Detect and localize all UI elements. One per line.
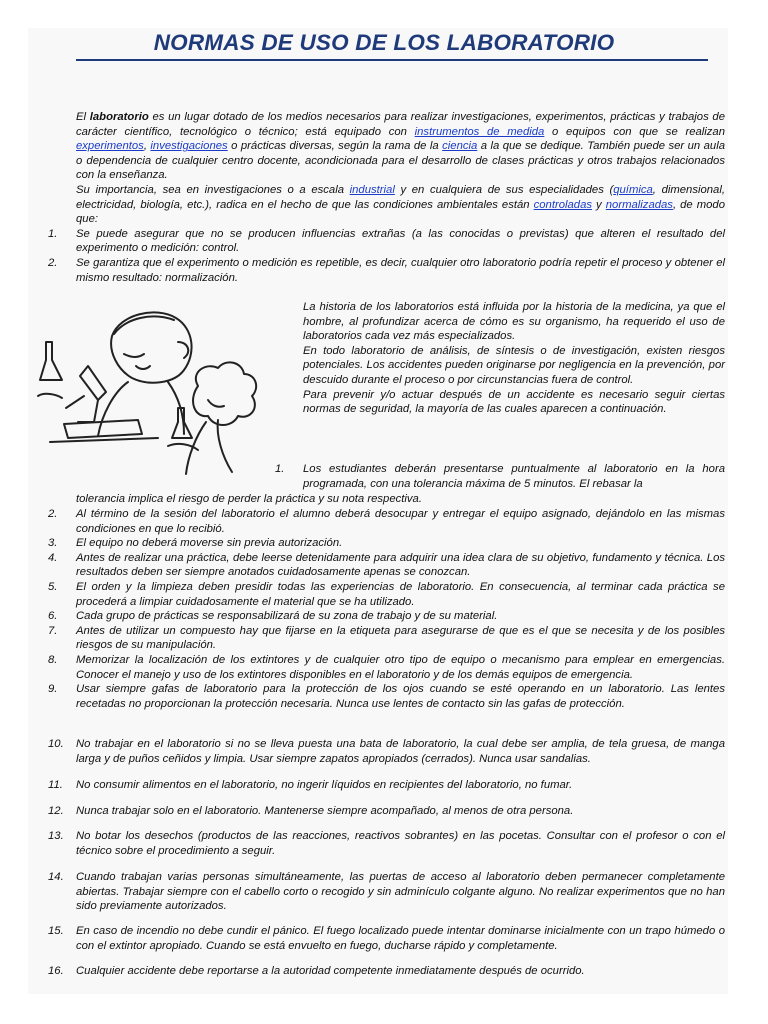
intro-text: y en cualquiera de sus especialidades ( xyxy=(394,183,614,196)
intro-text: o equipos con que se realizan xyxy=(544,125,726,138)
intro-text: o prácticas diversas, según la rama de la xyxy=(227,140,443,153)
list-item xyxy=(48,507,725,536)
list-number: 5. xyxy=(48,580,58,593)
list-item-text: En caso de incendio no debe cundir el pánico. El fuego localizado puede intentar dominarse inicialmente con un trapo húmedo o con el extintor apropiado. Cuando se está envuelto en fuego, ducharse rápido y completamente. xyxy=(76,925,725,952)
list-number: 1. xyxy=(275,463,285,475)
list-number: 14. xyxy=(48,871,64,883)
intro-text: , de modo que: xyxy=(76,198,725,226)
rule-1-first-lines xyxy=(275,462,725,491)
list-item xyxy=(48,829,725,858)
list-item xyxy=(275,462,725,491)
history-paragraph: Para prevenir y/o actuar después de un accidente es necesario seguir ciertas normas de seguridad, la mayoría de las cuales aparecen a continuación. xyxy=(303,388,725,416)
list-item xyxy=(48,580,725,609)
list-number: 2. xyxy=(48,256,58,269)
list-item-text: Usar siempre gafas de laboratorio para la protección de los ojos cuando se esté operando en un laboratorio. Las lentes recetadas no proporcionan la protección necesaria. Nunca use lentes de contacto sin las gafas de protección. xyxy=(76,683,725,710)
list-number: 4. xyxy=(48,551,58,564)
list-item xyxy=(48,551,725,580)
intro-list-item xyxy=(48,227,725,256)
intro-paragraph-1 xyxy=(76,110,725,183)
list-item-text: El orden y la limpieza deben presidir todas las experiencias de laboratorio. En consecuencia, al terminar cada práctica se procederá a limpiar cuidadosamente el material que se ha utilizado. xyxy=(76,580,725,608)
rule-10 xyxy=(48,737,725,766)
link-controladas[interactable]: controladas xyxy=(533,198,593,211)
rule-11 xyxy=(48,778,725,793)
link-industrial[interactable]: industrial xyxy=(349,183,395,196)
list-item xyxy=(48,737,725,766)
list-number: 16. xyxy=(48,965,64,977)
link-investigaciones[interactable]: investigaciones xyxy=(150,140,228,153)
intro-text: El xyxy=(76,111,90,123)
intro-text: Su importancia, sea en investigaciones o a escala xyxy=(76,183,350,196)
list-item xyxy=(48,536,725,551)
page-title: NORMAS DE USO DE LOS LABORATORIO xyxy=(153,30,615,55)
list-number: 12. xyxy=(48,805,64,817)
list-item-text: Cuando trabajan varias personas simultáneamente, las puertas de acceso al laboratorio deben permanecer completamente abiertas. Trabajar siempre con el cabello corto o recogido y sin adminículo colgante alguno. No realizar experimentos que no han sido previamente autorizados. xyxy=(76,871,725,913)
intro-paragraph-2 xyxy=(76,183,725,227)
list-item-text: No consumir alimentos en el laboratorio, no ingerir líquidos en recipientes del laboratorio, no fumar. xyxy=(76,779,573,791)
list-item xyxy=(48,964,725,979)
link-ciencia[interactable]: ciencia xyxy=(442,140,478,153)
intro-text: a la que se dedique. También puede ser un aula o dependencia de cualquier centro docente, acondicionada para el desarrollo de clases prácticas y otros trabajos relacionados con la enseñanza. xyxy=(76,140,725,182)
link-instrumentos-de-medida[interactable]: instrumentos de medida xyxy=(414,125,545,138)
list-number: 11. xyxy=(48,779,63,791)
list-number: 8. xyxy=(48,653,58,666)
list-item xyxy=(48,870,725,914)
list-item-text: No botar los desechos (productos de las reacciones, reactivos sobrantes) en las pocetas. Consultar con el profesor o con el técnico sobre el procedimiento a seguir. xyxy=(76,830,725,857)
scientists-microscope-illustration xyxy=(28,296,278,486)
list-number: 9. xyxy=(48,683,58,696)
rule-16 xyxy=(48,964,725,979)
list-item-text: Memorizar la localización de los extintores y de cualquier otro tipo de equipo o mecanismo para emplear en emergencias. Conocer el manejo y uso de los extintores disponibles en el laboratorio y de los demás equipos de emergencia. xyxy=(76,653,725,681)
list-number: 13. xyxy=(48,830,64,842)
history-paragraph: La historia de los laboratorios está influida por la historia de la medicina, ya que el hombre, al profundizar acerca de cómo es su organismo, ha requerido el uso de laboratorios cada vez más especializados. xyxy=(303,301,725,343)
list-item-text: Al término de la sesión del laboratorio el alumno deberá desocupar y entregar el equipo asignado, dejándolo en las mismas condiciones en que lo recibió. xyxy=(76,508,725,535)
laboratorio-term: laboratorio xyxy=(89,111,149,123)
rule-14 xyxy=(48,870,725,914)
intro-text: es un lugar dotado de los medios necesarios para realizar investigaciones, experimentos, prácticas y trabajos de carácter científico, tecnológico o técnico; está equipado con xyxy=(76,111,725,138)
list-item xyxy=(48,804,725,819)
list-item-text: Antes de realizar una práctica, debe leerse detenidamente para adquirir una idea clara de su objetivo, fundamento y técnica. Los resultados deben ser siempre anotados cuidadosamente apenas se conozcan. xyxy=(76,551,725,579)
list-number: 3. xyxy=(48,537,58,550)
list-number: 10. xyxy=(48,738,64,750)
intro-list-item xyxy=(48,256,725,285)
list-item xyxy=(48,924,725,953)
list-item xyxy=(48,609,725,624)
intro-section xyxy=(48,110,726,285)
list-item-text: El equipo no deberá moverse sin previa autorización. xyxy=(76,537,343,550)
list-item-text: Antes de utilizar un compuesto hay que fijarse en la etiqueta para asegurarse de que es el que se necesita y de los posibles riesgos de su manipulación. xyxy=(76,624,725,652)
rules-list xyxy=(48,507,725,711)
history-section xyxy=(303,300,725,417)
list-item xyxy=(48,778,725,793)
rule-12 xyxy=(48,804,725,819)
list-item xyxy=(48,682,725,711)
list-item-text: Nunca trabajar solo en el laboratorio. Mantenerse siempre acompañado, al menos de otra persona. xyxy=(76,805,574,817)
intro-text: , xyxy=(143,140,151,153)
list-number: 7. xyxy=(48,624,58,637)
list-number: 6. xyxy=(48,610,58,623)
list-item-text: Cualquier accidente debe reportarse a la autoridad competente inmediatamente después de ocurrido. xyxy=(76,965,585,977)
intro-text: y xyxy=(592,198,606,211)
rule-13 xyxy=(48,829,725,858)
history-paragraph: En todo laboratorio de análisis, de síntesis o de investigación, existen riesgos potenciales. Los accidentes pueden originarse por negligencia en la prevención, por descuido durante el proceso o por circunstancias fuera de control. xyxy=(303,344,725,386)
intro-text: , dimensional, electricidad, biología, etc.), radica en el hecho de que las condiciones ambientales están xyxy=(76,183,725,211)
list-number: 2. xyxy=(48,508,58,520)
list-number: 15. xyxy=(48,925,64,937)
rule-15 xyxy=(48,924,725,953)
list-item xyxy=(48,653,725,682)
title-underline xyxy=(76,59,708,61)
list-item-text: Cada grupo de prácticas se responsabilizará de su zona de trabajo y de su material. xyxy=(76,610,498,623)
list-item-text: Se puede asegurar que no se producen influencias extrañas (a las conocidas o previstas) que alteren el resultado del experimento o medición: control. xyxy=(76,227,725,255)
list-item-text: tolerancia implica el riesgo de perder la práctica y su nota respectiva. xyxy=(76,493,422,505)
list-item-text: Se garantiza que el experimento o medición es repetible, es decir, cualquier otro laboratorio podría repetir el proceso y obtener el mismo resultado: normalización. xyxy=(76,256,725,284)
list-item-text: No trabajar en el laboratorio si no se lleva puesta una bata de laboratorio, la cual debe ser amplia, de tela gruesa, de manga larga y de puños ceñidos y limpia. Usar siempre zapatos apropiados (cerrados). Nunca usar sandalias. xyxy=(76,738,725,765)
list-number: 1. xyxy=(48,227,58,240)
link-experimentos[interactable]: experimentos xyxy=(76,140,144,153)
rule-1-continuation xyxy=(76,492,725,507)
list-item-text: Los estudiantes deberán presentarse puntualmente al laboratorio en la hora programada, con una tolerancia máxima de 5 minutos. El rebasar la xyxy=(303,463,725,490)
link-quimica[interactable]: química xyxy=(613,183,653,196)
list-item xyxy=(48,624,725,653)
link-normalizadas[interactable]: normalizadas xyxy=(605,198,673,211)
